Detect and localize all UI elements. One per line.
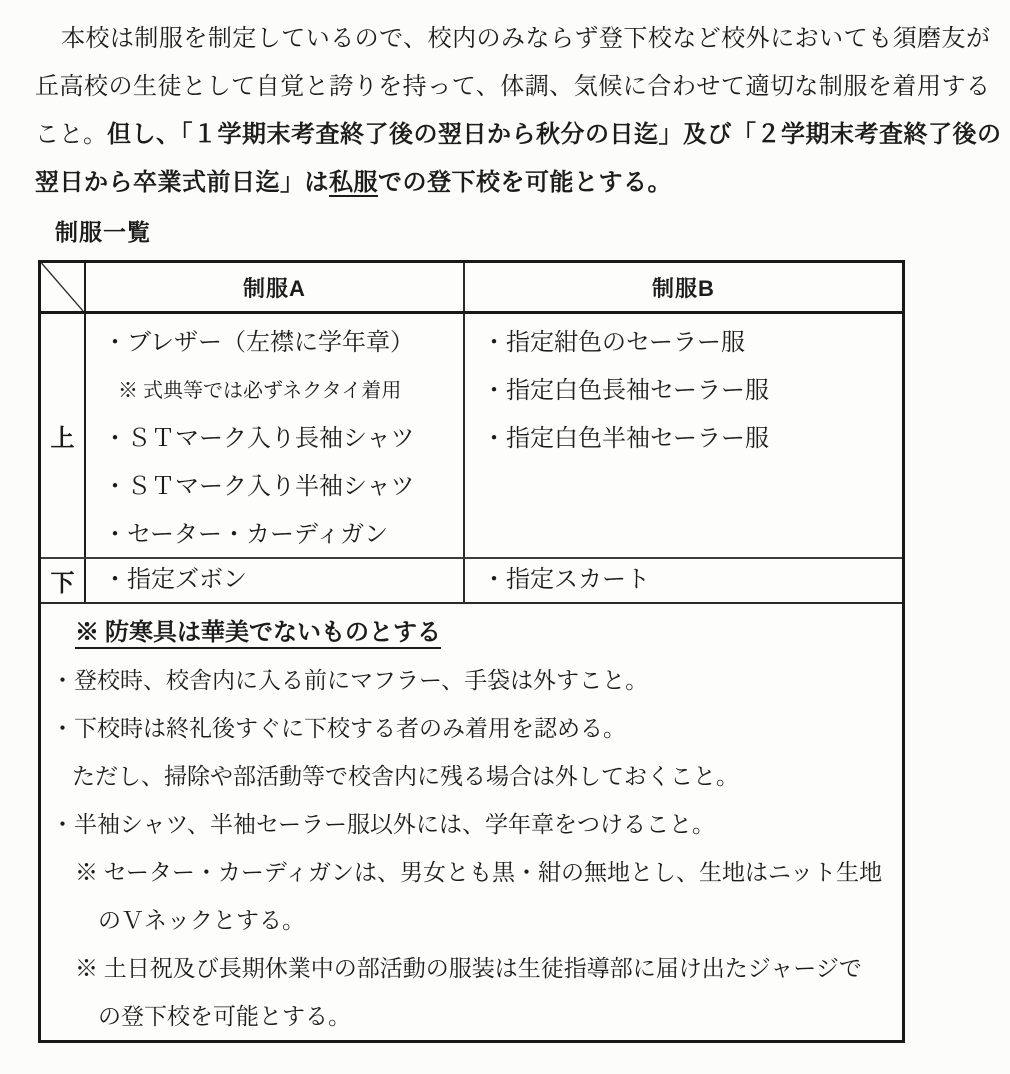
table-corner-cell xyxy=(41,263,86,311)
table-notes-section xyxy=(41,604,902,1040)
intro-line-3-bold: 但し、「１学期末考査終了後の翌日から秋分の日迄」及び「２学期末考査終了後の xyxy=(107,121,1002,148)
list-item: ・指定ズボン xyxy=(103,567,247,593)
list-item: ・指定白色長袖セーラー服 xyxy=(482,378,770,404)
list-item: ・指定紺色のセーラー服 xyxy=(482,330,746,356)
uniform-table xyxy=(38,260,905,1043)
cell-bottom-uniform-a xyxy=(86,559,465,602)
table-header-row xyxy=(41,263,902,314)
intro-line-4 xyxy=(35,159,990,207)
table-row-top-wear xyxy=(41,314,902,559)
intro-line-3 xyxy=(35,111,1002,159)
note-star-continuation: の登下校を可能とする。 xyxy=(98,1004,351,1029)
header-uniform-b: 制服B xyxy=(652,275,715,301)
list-item: ・指定白色半袖セーラー服 xyxy=(482,426,770,452)
intro-line-4-underlined: 私服 xyxy=(329,169,378,196)
intro-line-2: 丘高校の生徒として自覚と誇りを持って、体調、気候に合わせて適切な制服を着用する xyxy=(35,74,990,100)
cell-bottom-uniform-b xyxy=(465,559,902,602)
intro-paragraph xyxy=(0,0,1010,207)
note-bullet: ・半袖シャツ、半袖セーラー服以外には、学年章をつけること。 xyxy=(51,812,716,837)
diagonal-slash-icon xyxy=(41,263,84,311)
row-label-top: 上 xyxy=(41,314,86,557)
intro-line-1: 本校は制服を制定しているので、校内のみならず登下校など校外においても須磨友が xyxy=(61,26,990,52)
list-item: ・ＳＴマーク入り長袖シャツ xyxy=(103,426,415,452)
intro-line-4-post: での登下校を可能とする。 xyxy=(378,169,672,196)
note-star-continuation: のＶネックとする。 xyxy=(98,908,305,933)
header-uniform-a: 制服A xyxy=(86,263,465,311)
intro-line-3-normal: こと。 xyxy=(35,122,107,148)
list-item-note: ※ 式典等では必ずネクタイ着用 xyxy=(118,380,402,402)
note-star: ※ 土日祝及び長期休業中の部活動の服装は生徒指導部に届け出たジャージで xyxy=(75,956,862,981)
list-item: ・セーター・カーディガン xyxy=(103,522,389,548)
note-bullet: ・下校時は終礼後すぐに下校する者のみ着用を認める。 xyxy=(51,716,626,741)
cell-top-uniform-b xyxy=(465,314,902,557)
cell-top-uniform-a xyxy=(86,314,465,557)
list-item: ・指定スカート xyxy=(482,567,650,593)
row-label-bottom: 下 xyxy=(41,559,86,602)
list-item: ・ＳＴマーク入り半袖シャツ xyxy=(103,474,415,500)
intro-line-4-pre: 翌日から卒業式前日迄」は xyxy=(35,169,329,196)
section-title: 制服一覧 xyxy=(55,219,151,245)
note-bullet: ・登校時、校舎内に入る前にマフラー、手袋は外すこと。 xyxy=(51,668,649,693)
list-item: ・ブレザー（左襟に学年章） xyxy=(103,330,415,356)
table-row-bottom-wear xyxy=(41,559,902,604)
note-star: ※ セーター・カーディガンは、男女とも黒・紺の無地とし、生地はニット生地 xyxy=(75,860,883,885)
notes-heading: ※ 防寒具は華美でないものとする xyxy=(75,620,441,646)
note-bullet-continuation: ただし、掃除や部活動等で校舎内に残る場合は外しておくこと。 xyxy=(72,764,739,789)
